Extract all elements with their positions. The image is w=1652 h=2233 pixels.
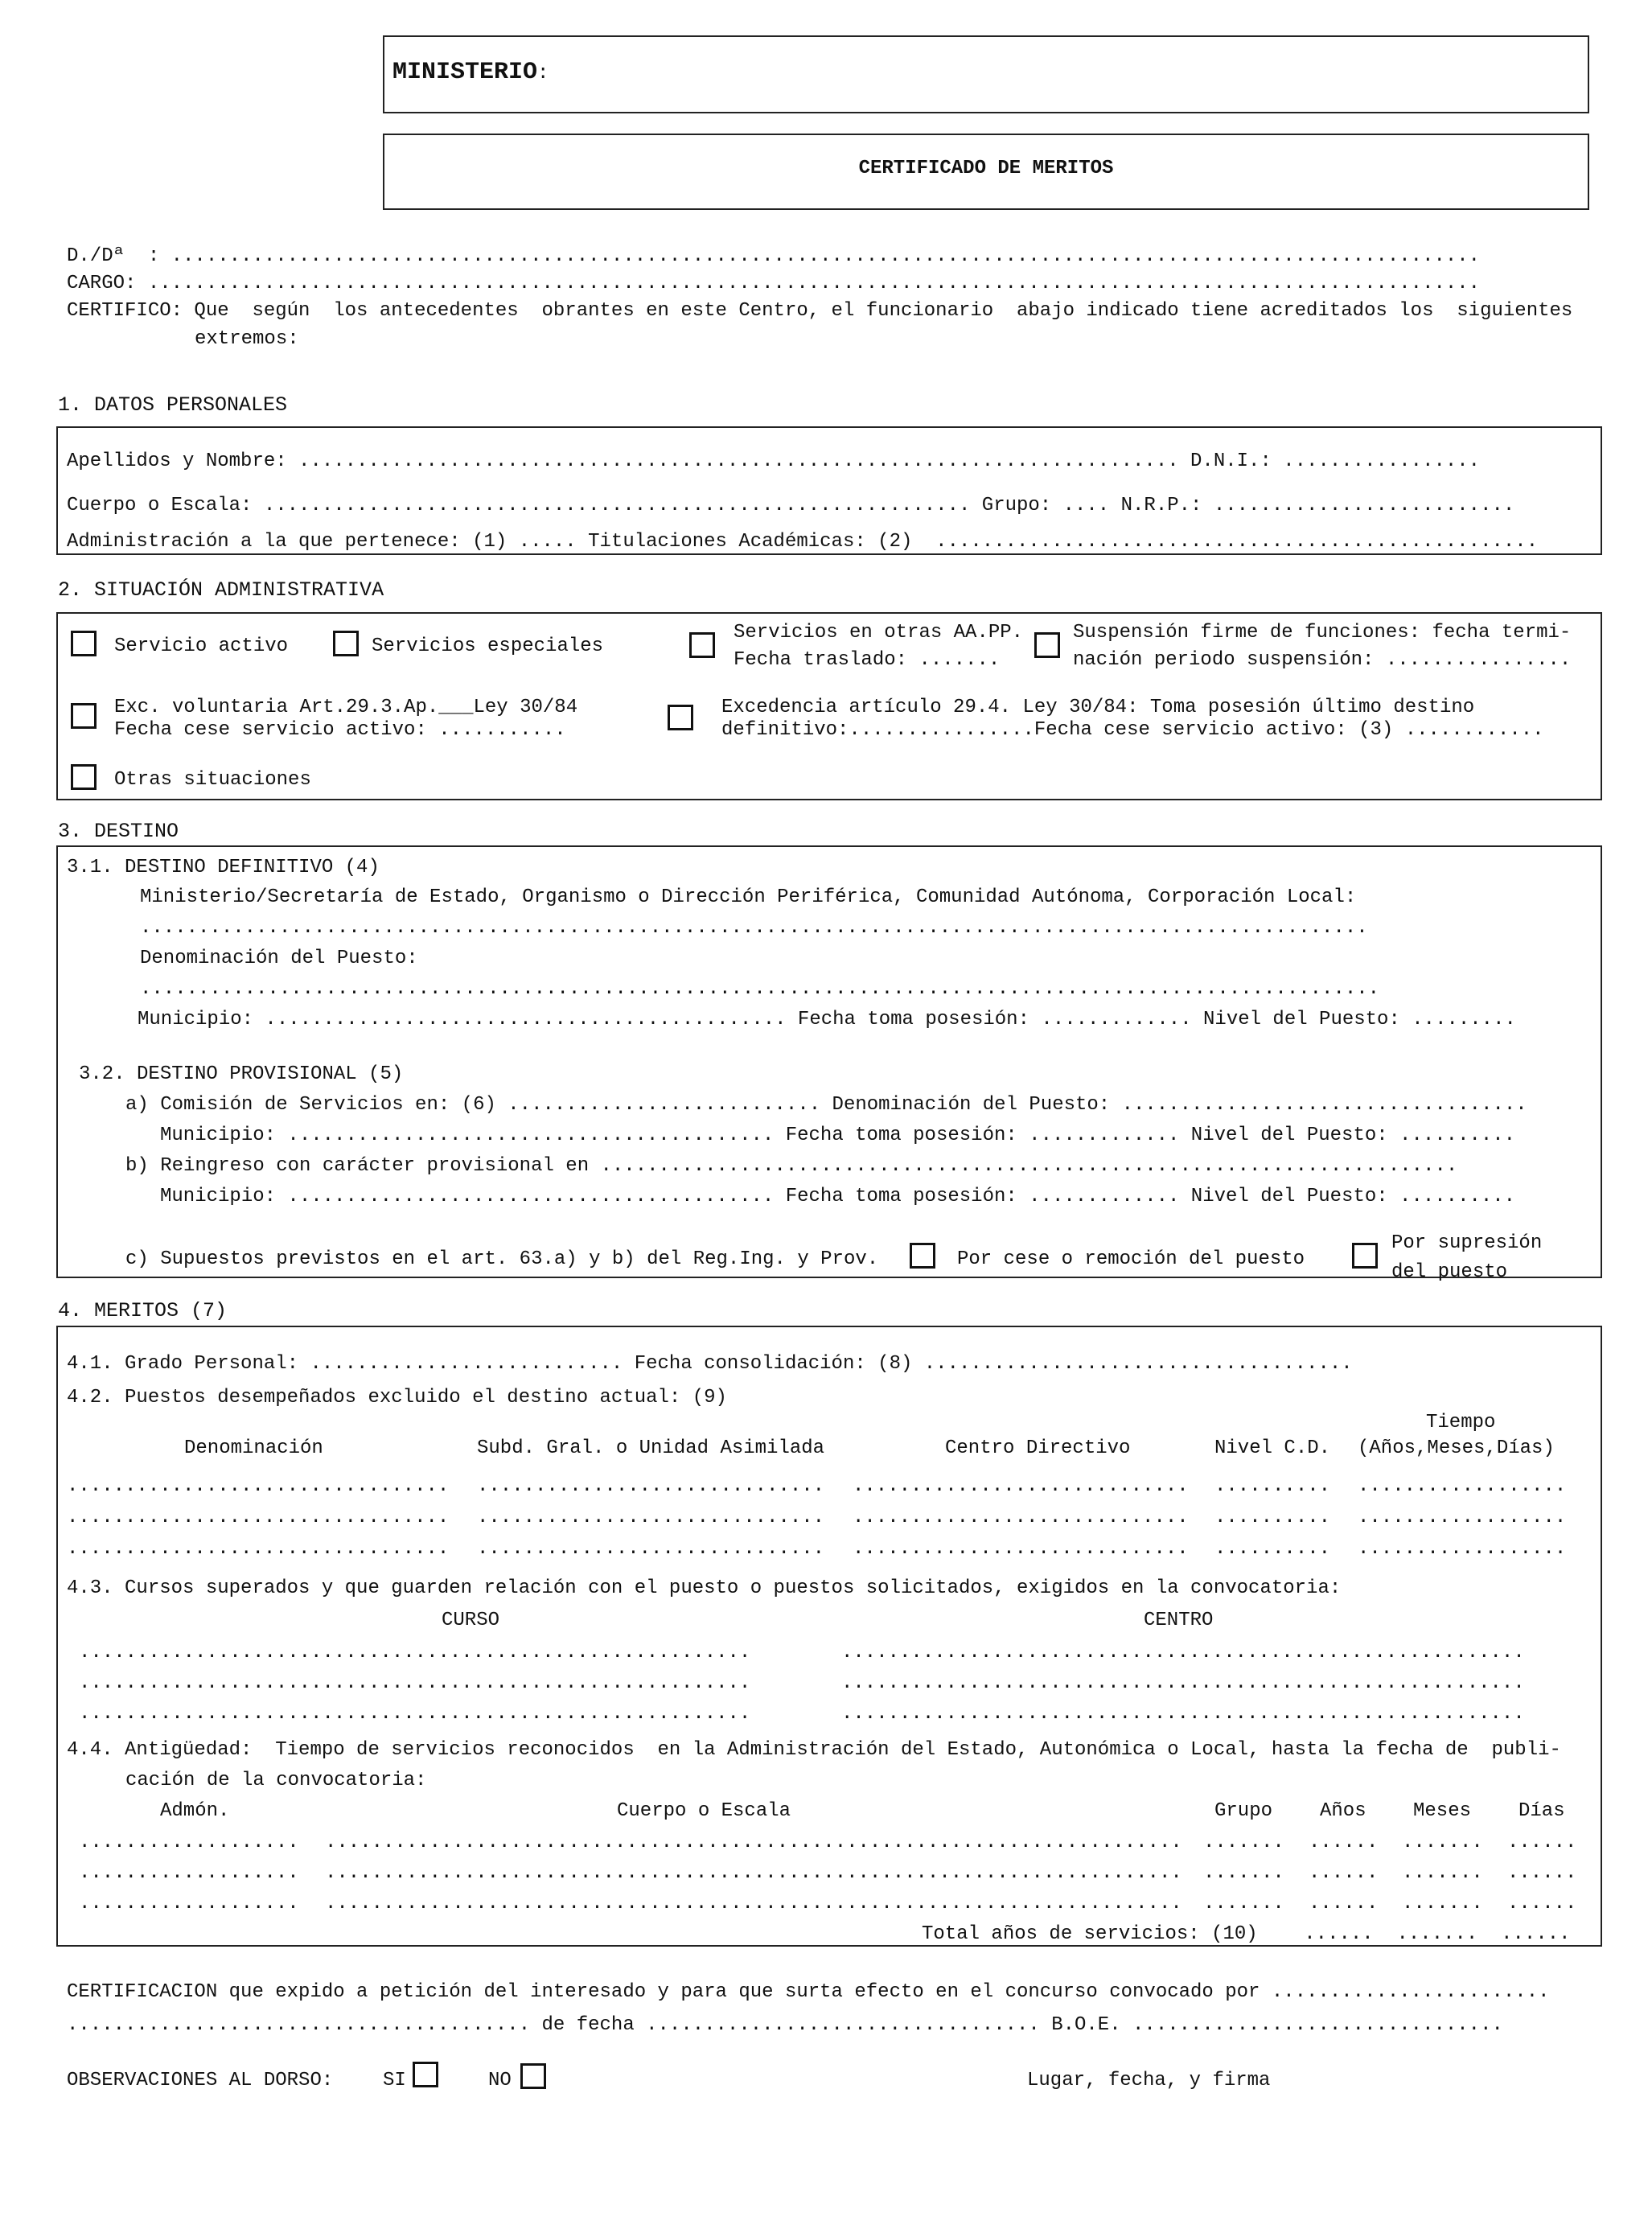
dd-line[interactable]: D./Dª : .................................................................................................................	[67, 245, 1481, 267]
lugar-fecha-firma-label: Lugar, fecha, y firma	[1027, 2070, 1271, 2091]
cursos-cell[interactable]: ..........................................................	[79, 1642, 751, 1663]
otras-aapp-checkbox[interactable]	[689, 632, 715, 658]
cursos-cell[interactable]: ...........................................................	[841, 1642, 1525, 1663]
section-4-box	[56, 1326, 1602, 1947]
prov-b-line[interactable]: b) Reingreso con carácter provisional en ..........................................................................	[125, 1155, 1458, 1177]
puestos-cell[interactable]: .............................	[853, 1475, 1189, 1497]
col-tiempo: Tiempo	[1426, 1412, 1496, 1433]
puestos-cell[interactable]: .................................	[67, 1475, 450, 1497]
antiguedad-cell[interactable]: .......	[1402, 1832, 1483, 1853]
col-admon: Admón.	[160, 1800, 230, 1822]
puestos-cell[interactable]: ..................	[1358, 1475, 1567, 1497]
col-grupo: Grupo	[1214, 1800, 1273, 1822]
def-denominacion-dots[interactable]: ...........................................................................................................	[140, 978, 1380, 1000]
section-4-heading: 4. MERITOS (7)	[58, 1299, 228, 1322]
section-3-box	[56, 845, 1602, 1278]
suspension-checkbox[interactable]	[1034, 632, 1060, 658]
cursos-cell[interactable]: ..........................................................	[79, 1703, 751, 1725]
supresion-checkbox[interactable]	[1352, 1243, 1378, 1269]
destino-provisional-heading: 3.2. DESTINO PROVISIONAL (5)	[79, 1063, 404, 1085]
ministerio-label: MINISTERIO:	[392, 59, 549, 86]
antiguedad-cell[interactable]: .......	[1402, 1862, 1483, 1884]
antiguedad-heading-2: cación de la convocatoria:	[125, 1770, 427, 1791]
destino-definitivo-heading: 3.1. DESTINO DEFINITIVO (4)	[67, 857, 380, 878]
exc-voluntaria-checkbox[interactable]	[71, 703, 97, 729]
prov-a-line[interactable]: a) Comisión de Servicios en: (6) ........................... Denominación del Puesto: ...................................	[125, 1094, 1527, 1116]
antiguedad-cell[interactable]: ......	[1309, 1862, 1379, 1884]
col-anos: Años	[1320, 1800, 1366, 1822]
exc-voluntaria-fecha[interactable]: Fecha cese servicio activo: ...........	[114, 719, 566, 741]
puestos-cell[interactable]: ..................	[1358, 1507, 1567, 1528]
puestos-cell[interactable]: .................................	[67, 1538, 450, 1560]
col-tiempo-sub: (Años,Meses,Días)	[1358, 1437, 1555, 1459]
prov-a-municipio[interactable]: Municipio: .......................................... Fecha toma posesión: ............. Nivel del Puesto: ..........	[160, 1125, 1516, 1146]
puestos-cell[interactable]: ..............................	[477, 1507, 825, 1528]
cursos-cell[interactable]: ...........................................................	[841, 1672, 1525, 1694]
cargo-line[interactable]: CARGO: ...................................................................................................................	[67, 273, 1481, 294]
otras-situaciones-checkbox[interactable]	[71, 764, 97, 790]
administracion-line[interactable]: Administración a la que pertenece: (1) ..... Titulaciones Académicas: (2) ....................................................	[67, 531, 1539, 553]
servicio-activo-checkbox[interactable]	[71, 631, 97, 656]
cese-remocion-label: Por cese o remoción del puesto	[957, 1248, 1305, 1270]
col-centro: CENTRO	[1144, 1610, 1214, 1631]
col-cuerpo: Cuerpo o Escala	[617, 1800, 791, 1822]
antiguedad-cell[interactable]: ..........................................................................	[325, 1862, 1182, 1884]
col-subd: Subd. Gral. o Unidad Asimilada	[477, 1437, 825, 1459]
antiguedad-cell[interactable]: ..........................................................................	[325, 1832, 1182, 1853]
puestos-cell[interactable]: ..........	[1214, 1507, 1331, 1528]
document-title: CERTIFICADO DE MERITOS	[858, 158, 1114, 179]
si-label: SI	[383, 2070, 406, 2091]
def-ministerio-label: Ministerio/Secretaría de Estado, Organismo o Dirección Periférica, Comunidad Autónoma, Corporación Local:	[140, 886, 1357, 908]
puestos-cell[interactable]: ..............................	[477, 1538, 825, 1560]
puestos-cell[interactable]: ..............................	[477, 1475, 825, 1497]
cese-remocion-checkbox[interactable]	[910, 1243, 935, 1269]
servicios-especiales-label: Servicios especiales	[372, 635, 604, 657]
def-ministerio-dots[interactable]: ..........................................................................................................	[140, 917, 1368, 939]
col-nivel: Nivel C.D.	[1214, 1437, 1331, 1459]
antiguedad-cell[interactable]: ......	[1507, 1862, 1577, 1884]
otras-aapp-label: Servicios en otras AA.PP.	[734, 622, 1024, 644]
no-label: NO	[488, 2070, 512, 2091]
antiguedad-cell[interactable]: .......	[1402, 1893, 1483, 1914]
puestos-heading: 4.2. Puestos desempeñados excluido el destino actual: (9)	[67, 1387, 727, 1408]
exc-voluntaria-label: Exc. voluntaria Art.29.3.Ap.___Ley 30/84	[114, 697, 578, 718]
antiguedad-cell[interactable]: ...................	[79, 1832, 299, 1853]
puestos-cell[interactable]: ..................	[1358, 1538, 1567, 1560]
cuerpo-line[interactable]: Cuerpo o Escala: ............................................................. Grupo: .... N.R.P.: ..........................	[67, 495, 1515, 516]
puestos-cell[interactable]: ..........	[1214, 1538, 1331, 1560]
suspension-label: Suspensión firme de funciones: fecha termi-	[1073, 622, 1572, 644]
antiguedad-cell[interactable]: .......	[1203, 1832, 1284, 1853]
puestos-cell[interactable]: ..........	[1214, 1475, 1331, 1497]
excedencia-label-2[interactable]: definitivo:................Fecha cese servicio activo: (3) ............	[721, 719, 1544, 741]
certifico-line: CERTIFICO: Que según los antecedentes obrantes en este Centro, el funcionario abajo indicado tiene acreditados los siguientes	[67, 300, 1573, 322]
grado-line[interactable]: 4.1. Grado Personal: ........................... Fecha consolidación: (8) .....................................	[67, 1353, 1353, 1375]
excedencia-checkbox[interactable]	[668, 705, 693, 730]
col-centro-directivo: Centro Directivo	[945, 1437, 1131, 1459]
certifico-line-2: extremos:	[195, 328, 299, 350]
antiguedad-cell[interactable]: ...................	[79, 1862, 299, 1884]
servicio-activo-label: Servicio activo	[114, 635, 289, 657]
servicios-especiales-checkbox[interactable]	[333, 631, 359, 656]
antiguedad-cell[interactable]: ......	[1507, 1832, 1577, 1853]
ministerio-box	[383, 35, 1589, 113]
antiguedad-cell[interactable]: ...................	[79, 1893, 299, 1914]
supresion-label-2: del puesto	[1391, 1261, 1508, 1283]
prov-c-line: c) Supuestos previstos en el art. 63.a) y b) del Reg.Ing. y Prov.	[125, 1248, 879, 1270]
cursos-heading: 4.3. Cursos superados y que guarden relación con el puesto o puestos solicitados, exigidos en la convocatoria:	[67, 1577, 1342, 1599]
def-denominacion-label: Denominación del Puesto:	[140, 948, 418, 969]
certificacion-line-2[interactable]: ........................................ de fecha .................................. B.O.E. ................................	[67, 2014, 1503, 2036]
antiguedad-heading: 4.4. Antigüedad: Tiempo de servicios reconocidos en la Administración del Estado, Autonómica o Local, hasta la fecha de publi-	[67, 1739, 1561, 1761]
otras-situaciones-label: Otras situaciones	[114, 769, 311, 791]
col-dias: Días	[1518, 1800, 1565, 1822]
puestos-cell[interactable]: .............................	[853, 1507, 1189, 1528]
antiguedad-cell[interactable]: .......	[1203, 1862, 1284, 1884]
antiguedad-cell[interactable]: ......	[1507, 1893, 1577, 1914]
observaciones-label: OBSERVACIONES AL DORSO:	[67, 2070, 334, 2091]
supresion-label: Por supresión	[1391, 1232, 1543, 1254]
antiguedad-cell[interactable]: ..........................................................................	[325, 1893, 1182, 1914]
section-3-heading: 3. DESTINO	[58, 820, 179, 843]
section-1-heading: 1. DATOS PERSONALES	[58, 393, 288, 417]
no-checkbox[interactable]	[520, 2063, 546, 2089]
col-meses: Meses	[1413, 1800, 1472, 1822]
total-anos-line[interactable]: Total años de servicios: (10) ...... ....... ......	[922, 1923, 1571, 1945]
excedencia-label: Excedencia artículo 29.4. Ley 30/84: Toma posesión último destino	[721, 697, 1475, 718]
cursos-cell[interactable]: ..........................................................	[79, 1672, 751, 1694]
def-municipio-line[interactable]: Municipio: ............................................. Fecha toma posesión: ............. Nivel del Puesto: .........	[138, 1009, 1516, 1030]
certificacion-line[interactable]: CERTIFICACION que expido a petición del interesado y para que surta efecto en el concurso convocado por ........................	[67, 1981, 1550, 2003]
suspension-label-2[interactable]: nación periodo suspensión: ................	[1073, 649, 1572, 671]
si-checkbox[interactable]	[413, 2062, 438, 2087]
section-2-heading: 2. SITUACIÓN ADMINISTRATIVA	[58, 578, 384, 602]
col-curso: CURSO	[442, 1610, 500, 1631]
col-denominacion: Denominación	[184, 1437, 323, 1459]
puestos-cell[interactable]: .............................	[853, 1538, 1189, 1560]
antiguedad-cell[interactable]: ......	[1309, 1893, 1379, 1914]
antiguedad-cell[interactable]: ......	[1309, 1832, 1379, 1853]
apellidos-line[interactable]: Apellidos y Nombre: ............................................................................ D.N.I.: .................	[67, 450, 1481, 472]
puestos-cell[interactable]: .................................	[67, 1507, 450, 1528]
fecha-traslado-label[interactable]: Fecha traslado: .......	[734, 649, 1001, 671]
antiguedad-cell[interactable]: .......	[1203, 1893, 1284, 1914]
prov-b-municipio[interactable]: Municipio: .......................................... Fecha toma posesión: ............. Nivel del Puesto: ..........	[160, 1186, 1516, 1207]
cursos-cell[interactable]: ...........................................................	[841, 1703, 1525, 1725]
